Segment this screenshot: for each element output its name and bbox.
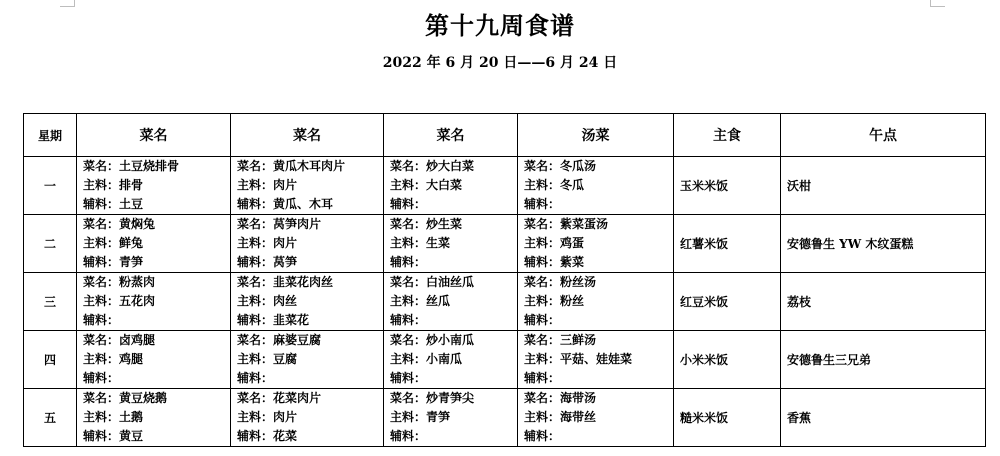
- dish-side-ingredient: 辅料：: [83, 371, 120, 385]
- header-snack: 午点: [781, 114, 986, 157]
- dish-name: 菜名：粉丝汤: [524, 275, 597, 289]
- date-range: 2022 年 6 月 20 日——6 月 24 日: [382, 55, 618, 71]
- dish-main-ingredient: 主料：肉片: [237, 410, 298, 424]
- dish-name: 菜名：三鲜汤: [524, 333, 597, 347]
- dish-cell: [384, 331, 518, 389]
- header-row: [24, 114, 986, 157]
- staple-cell: 糙米米饭: [674, 389, 781, 447]
- dish-cell: [384, 215, 518, 273]
- dish-side-ingredient: 辅料：: [390, 313, 427, 327]
- soup-cell: [518, 157, 674, 215]
- dish-name: 菜名：炒青笋尖: [390, 391, 475, 405]
- dish-side-ingredient: 辅料：黄豆: [83, 429, 144, 443]
- weekday-cell: 二: [24, 215, 77, 273]
- dish-main-ingredient: 主料：冬瓜: [524, 178, 585, 192]
- dish-side-ingredient: 辅料：青笋: [83, 255, 144, 269]
- dish-cell: [77, 389, 231, 447]
- weekday-cell: 五: [24, 389, 77, 447]
- dish-name: 菜名：花菜肉片: [237, 391, 322, 405]
- dish-main-ingredient: 主料：丝瓜: [390, 294, 451, 308]
- dish-name: 菜名：冬瓜汤: [524, 159, 597, 173]
- dish-cell: [231, 157, 384, 215]
- dish-name: 菜名：白油丝瓜: [390, 275, 475, 289]
- dish-side-ingredient: 辅料：紫菜: [524, 255, 585, 269]
- dish-name: 菜名：韭菜花肉丝: [237, 275, 334, 289]
- staple-cell: 小米米饭: [674, 331, 781, 389]
- dish-name: 菜名：黄瓜木耳肉片: [237, 159, 346, 173]
- dish-main-ingredient: 主料：生菜: [390, 236, 451, 250]
- snack-cell: 香蕉: [781, 389, 986, 447]
- dish-main-ingredient: 主料：鸡蛋: [524, 236, 585, 250]
- staple-cell: 玉米米饭: [674, 157, 781, 215]
- dish-cell: [77, 331, 231, 389]
- weekday-cell: 四: [24, 331, 77, 389]
- dish-side-ingredient: 辅料：黄瓜、木耳: [237, 197, 334, 211]
- dish-cell: [77, 215, 231, 273]
- dish-name: 菜名：麻婆豆腐: [237, 333, 322, 347]
- dish-side-ingredient: 辅料：: [524, 197, 561, 211]
- dish-side-ingredient: 辅料：: [524, 429, 561, 443]
- dish-side-ingredient: 辅料：: [524, 371, 561, 385]
- header-weekday: 星期: [24, 114, 77, 157]
- dish-main-ingredient: 主料：排骨: [83, 178, 144, 192]
- header-dish-1: 菜名: [77, 114, 231, 157]
- dish-cell: [384, 273, 518, 331]
- menu-table: [23, 113, 986, 447]
- dish-side-ingredient: 辅料：: [390, 197, 427, 211]
- dish-main-ingredient: 主料：小南瓜: [390, 352, 463, 366]
- header-staple: 主食: [674, 114, 781, 157]
- header-dish-3: 菜名: [384, 114, 518, 157]
- dish-main-ingredient: 主料：海带丝: [524, 410, 597, 424]
- dish-main-ingredient: 主料：土鹅: [83, 410, 144, 424]
- dish-main-ingredient: 主料：鲜兔: [83, 236, 144, 250]
- staple-cell: 红薯米饭: [674, 215, 781, 273]
- dish-name: 菜名：炒大白菜: [390, 159, 475, 173]
- dish-side-ingredient: 辅料：莴笋: [237, 255, 298, 269]
- dish-main-ingredient: 主料：肉片: [237, 178, 298, 192]
- dish-main-ingredient: 主料：粉丝: [524, 294, 585, 308]
- snack-cell: 沃柑: [781, 157, 986, 215]
- dish-main-ingredient: 主料：平菇、娃娃菜: [524, 352, 633, 366]
- dish-side-ingredient: 辅料：: [390, 429, 427, 443]
- table-row: [24, 157, 986, 215]
- dish-cell: [384, 157, 518, 215]
- table-row: [24, 215, 986, 273]
- header-soup: 汤菜: [518, 114, 674, 157]
- dish-side-ingredient: 辅料：韭菜花: [237, 313, 310, 327]
- dish-cell: [384, 389, 518, 447]
- dish-cell: [231, 215, 384, 273]
- staple-cell: 红豆米饭: [674, 273, 781, 331]
- dish-main-ingredient: 主料：肉丝: [237, 294, 298, 308]
- weekday-cell: 三: [24, 273, 77, 331]
- table-row: [24, 273, 986, 331]
- dish-name: 菜名：粉蒸肉: [83, 275, 156, 289]
- header-dish-2: 菜名: [231, 114, 384, 157]
- dish-cell: [231, 331, 384, 389]
- dish-side-ingredient: 辅料：: [83, 313, 120, 327]
- dish-name: 菜名：黄焖兔: [83, 217, 156, 231]
- dish-main-ingredient: 主料：五花肉: [83, 294, 156, 308]
- dish-main-ingredient: 主料：豆腐: [237, 352, 298, 366]
- dish-main-ingredient: 主料：青笋: [390, 410, 451, 424]
- soup-cell: [518, 389, 674, 447]
- dish-cell: [77, 273, 231, 331]
- dish-name: 菜名：炒小南瓜: [390, 333, 475, 347]
- soup-cell: [518, 331, 674, 389]
- dish-side-ingredient: 辅料：: [390, 371, 427, 385]
- dish-name: 菜名：黄豆烧鹅: [83, 391, 168, 405]
- soup-cell: [518, 215, 674, 273]
- dish-main-ingredient: 主料：肉片: [237, 236, 298, 250]
- dish-main-ingredient: 主料：大白菜: [390, 178, 463, 192]
- soup-cell: [518, 273, 674, 331]
- page-title: 第十九周食谱: [425, 11, 575, 40]
- dish-side-ingredient: 辅料：: [524, 313, 561, 327]
- dish-side-ingredient: 辅料：土豆: [83, 197, 144, 211]
- weekday-cell: 一: [24, 157, 77, 215]
- dish-name: 菜名：莴笋肉片: [237, 217, 322, 231]
- snack-cell: 荔枝: [781, 273, 986, 331]
- dish-name: 菜名：紫菜蛋汤: [524, 217, 609, 231]
- dish-name: 菜名：土豆烧排骨: [83, 159, 180, 173]
- table-row: [24, 389, 986, 447]
- dish-side-ingredient: 辅料：: [237, 371, 274, 385]
- dish-cell: [231, 389, 384, 447]
- dish-side-ingredient: 辅料：: [390, 255, 427, 269]
- table-row: [24, 331, 986, 389]
- dish-name: 菜名：卤鸡腿: [83, 333, 156, 347]
- dish-cell: [77, 157, 231, 215]
- snack-cell: 安德鲁生 YW 木纹蛋糕: [781, 215, 986, 273]
- dish-main-ingredient: 主料：鸡腿: [83, 352, 144, 366]
- snack-cell: 安德鲁生三兄弟: [781, 331, 986, 389]
- dish-cell: [231, 273, 384, 331]
- dish-name: 菜名：海带汤: [524, 391, 597, 405]
- dish-side-ingredient: 辅料：花菜: [237, 429, 298, 443]
- dish-name: 菜名：炒生菜: [390, 217, 463, 231]
